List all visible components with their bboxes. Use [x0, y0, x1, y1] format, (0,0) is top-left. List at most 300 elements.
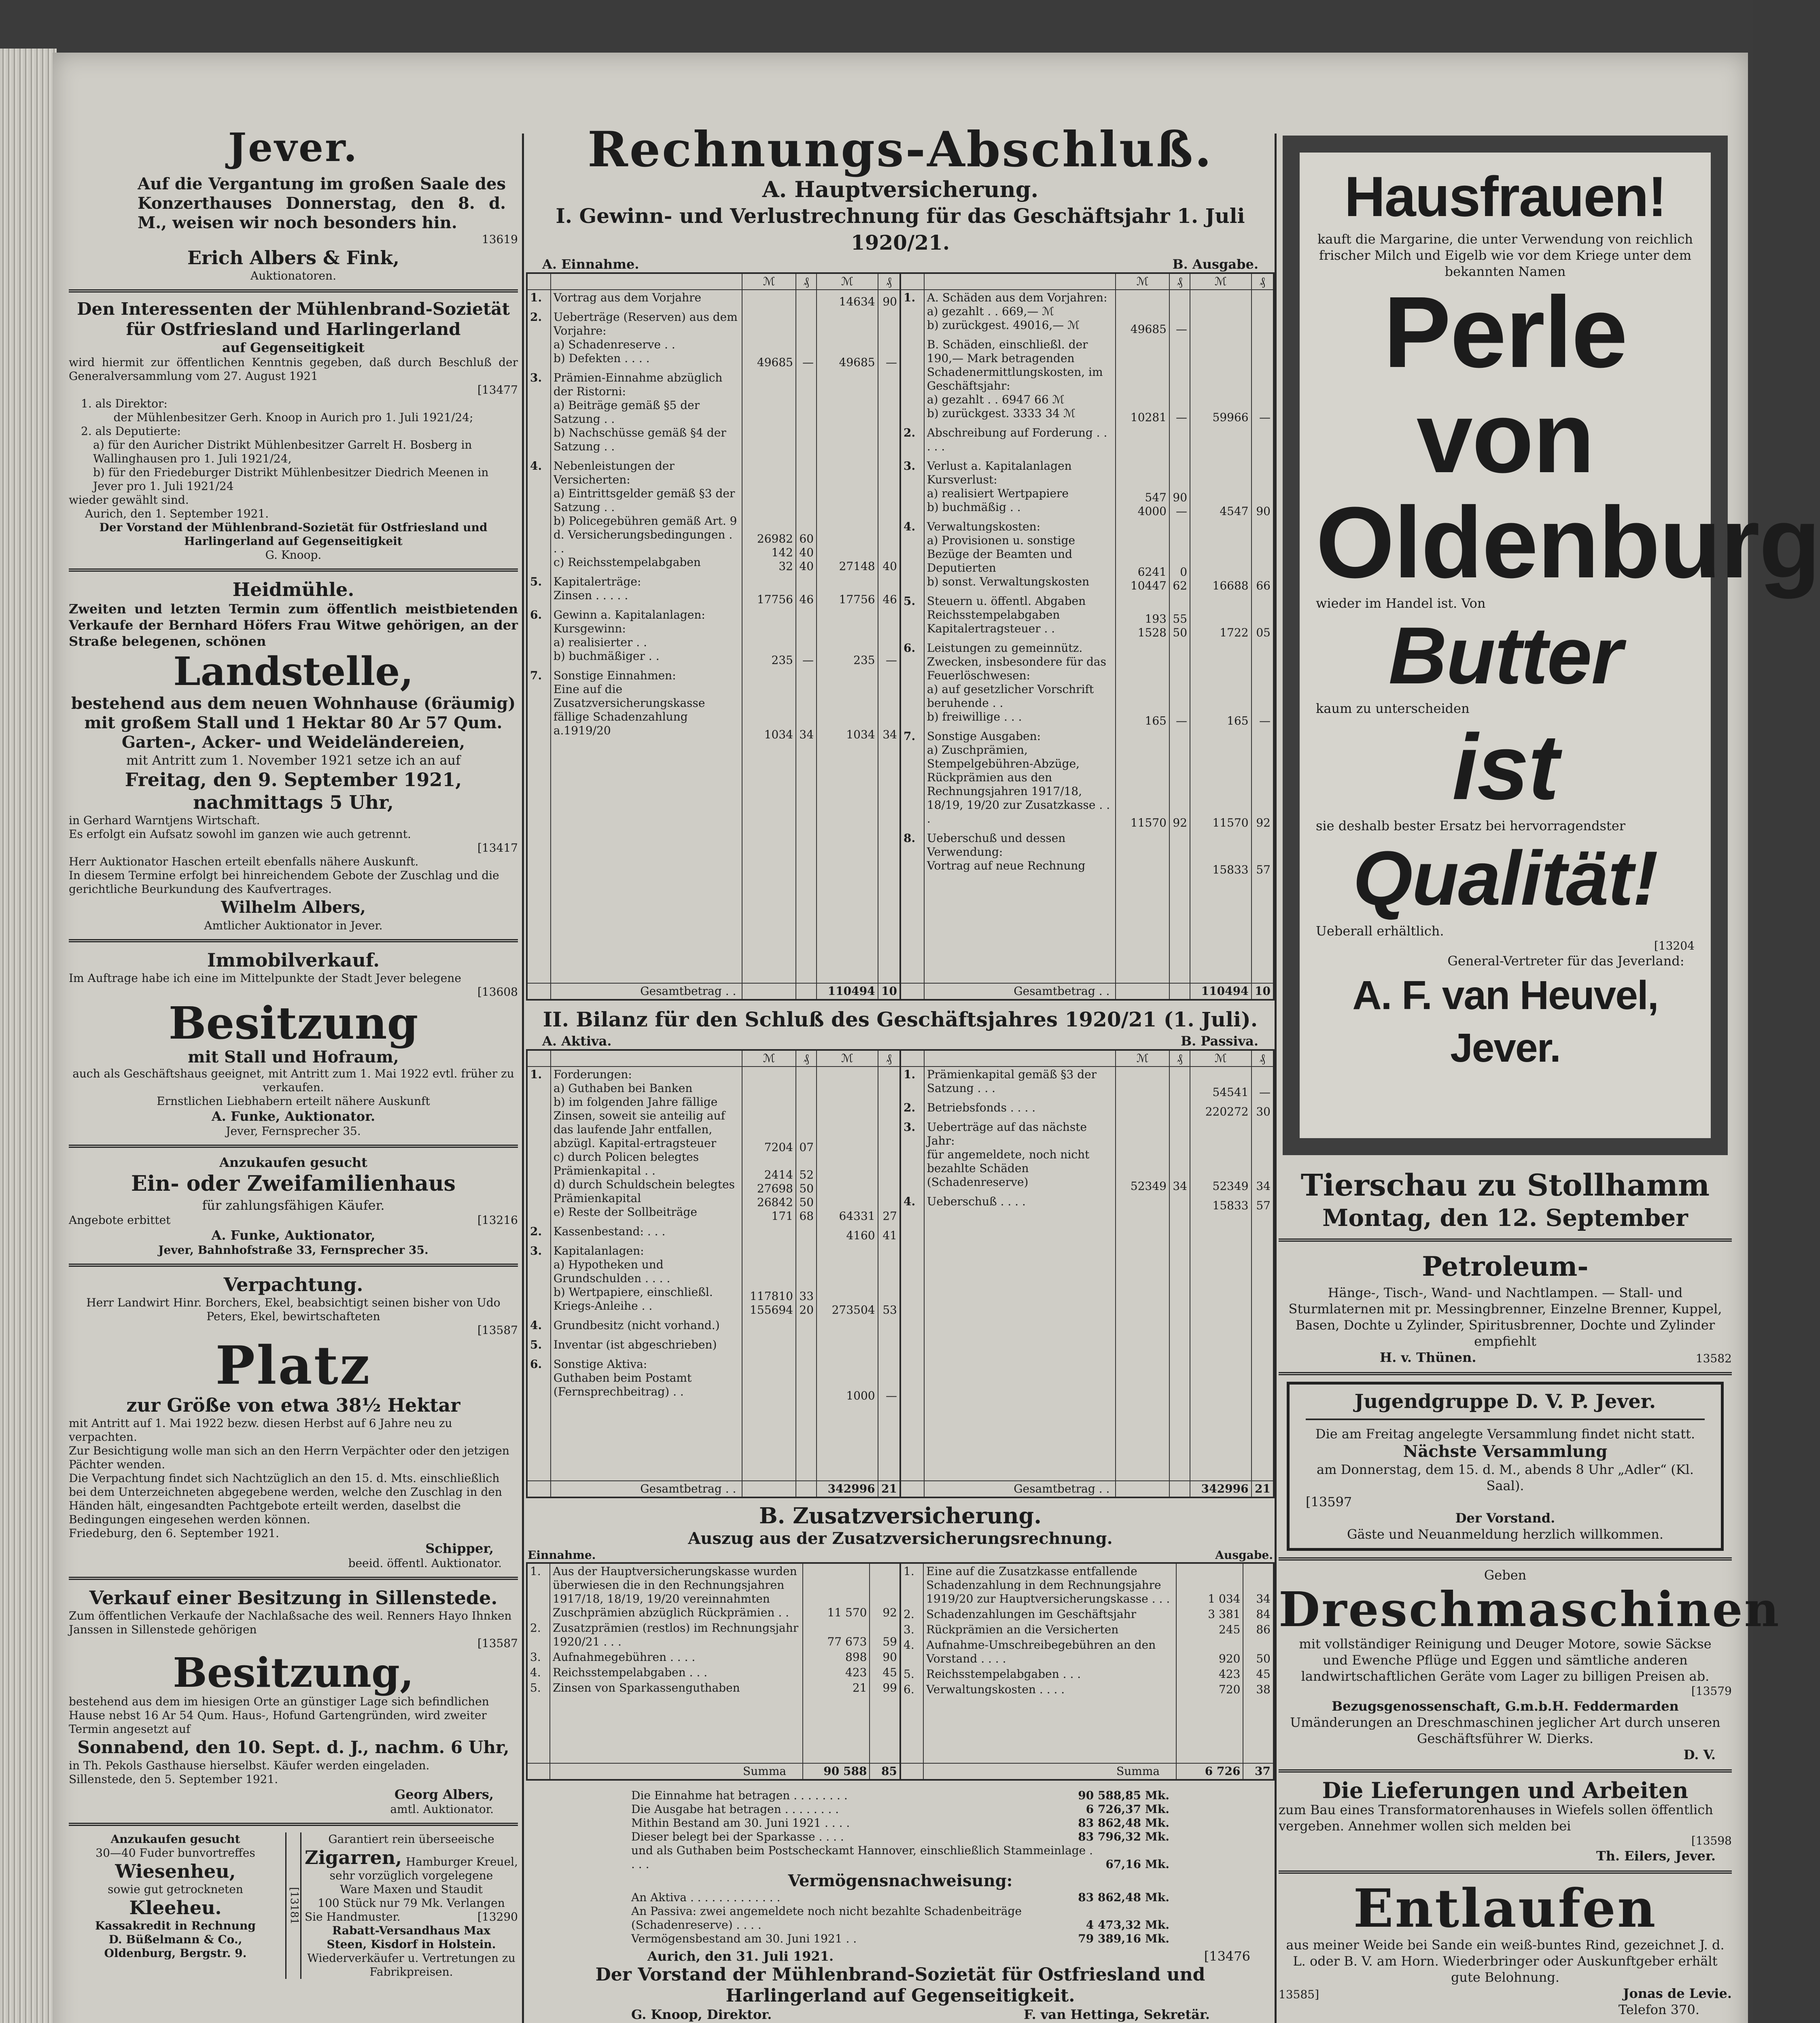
calc-line	[631, 1904, 1169, 1932]
ledger-header-cell: ℳ	[1116, 274, 1169, 290]
ledger-blank	[551, 1404, 742, 1481]
zusatz-blank	[528, 1763, 550, 1779]
ledger-total-pf: 10	[878, 983, 899, 999]
zusatz-ausgabe-table	[899, 1564, 1273, 1779]
ad-zig-ref: [13290	[477, 1910, 518, 1923]
ledger-text: Leistungen zu gemeinnütz. Zwecken, insbesondere für das Feuerlöschwesen: a) auf gesetzlicher Vorschrift beruhende . . b) freiwillige . . .	[924, 640, 1116, 729]
zusatz-row	[901, 1607, 1273, 1622]
ledger-text: B. Schäden, einschließl. der 190,— Mark betragenden Schadenermittlungskosten, im Geschäftsjahr: a) gezahlt . . 6947 66 ℳ b) zurückgest. 3333 34 ℳ	[924, 337, 1116, 425]
ledger-value: —	[1252, 1067, 1273, 1100]
ledger-blank	[1116, 1481, 1169, 1497]
ledger-blank	[901, 983, 924, 999]
calc-line	[631, 1844, 1169, 1871]
ledger-value: 54541	[1190, 1067, 1252, 1100]
zusatz-pf: 34	[1243, 1564, 1273, 1607]
ledger-value: 165	[1116, 640, 1169, 729]
ad-pacht-ref: [13587	[477, 1323, 518, 1337]
ad-sill-name: Georg Albers,	[394, 1787, 494, 1802]
ad-entl-big: Entlaufen	[1353, 1877, 1657, 1939]
calc-label: An Passiva: zwei angemeldete noch nicht bezahlte Schadenbeiträge (Schadenreserve) . . . .	[631, 1904, 1022, 1932]
ledger-value: 40	[878, 458, 899, 574]
ledger-header-cell: ℳ	[742, 274, 796, 290]
ad-wiese-a1: Anzukaufen gesucht	[110, 1832, 240, 1846]
ad-petrol-body: Hänge-, Tisch-, Wand- und Nachtlampen. — Stall- und Sturmlaternen mit pr. Messingbrenner, Einzelne Brenner, Kuppel, Basen, Dochte u Zylinder, Spiritusbrenner, Dochte und Zylinder empfiehlt	[1288, 1285, 1722, 1349]
ad-heid-p1: Es erfolgt ein Aufsatz sowohl im ganzen wie auch getrennt.	[69, 827, 411, 841]
ad-anz-ref: [13216	[477, 1213, 518, 1227]
ledger-header-cell: ₰	[796, 1051, 817, 1067]
ledger-no: 5.	[530, 575, 542, 588]
ledger-header-cell	[551, 274, 742, 290]
zusatz-no: 4.	[530, 1666, 541, 1679]
verm-block	[631, 1891, 1169, 1946]
ledger-value: 30	[1252, 1100, 1273, 1120]
ledger-value	[796, 1357, 817, 1404]
ledger-row	[901, 831, 1273, 878]
ad-haus-intro: kauft die Margarine, die unter Verwendung von reichlich frischer Milch und Eigelb wie vor dem Kriege unter dem bekannten Namen	[1317, 231, 1693, 279]
ad-jever-title: Jever.	[228, 125, 359, 170]
zusatz-text: Aus der Hauptversicherungskasse wurden überwiesen die in den Rechnungsjahren 1917/18, 18/19, 19/20 vereinnahmten Zuschprämien abzüglich Rückprämien . .	[550, 1564, 803, 1620]
ad-wiese-a3: sowie gut getrockneten	[108, 1883, 243, 1896]
ad-wiesenheu	[69, 1832, 286, 1979]
ad-jever-body: Auf die Vergantung im großen Saale des Konzerthauses Donnerstag, den 8. d. M., weisen wir noch besonders hin.	[138, 174, 506, 232]
ledger-blank	[528, 1404, 551, 1481]
ledger-header-cell	[528, 274, 551, 290]
gv-einnahme-label: A. Einnahme.	[542, 257, 639, 272]
ledger-value: —	[878, 310, 899, 370]
bilanz-passiva-label: B. Passiva.	[1181, 1033, 1258, 1049]
ledger-header-cell: ℳ	[1190, 274, 1252, 290]
zusatz-pf: 45	[1243, 1667, 1273, 1682]
ad-haus-ueb: Ueberall erhältlich.	[1316, 923, 1444, 939]
ledger-text: Verlust a. Kapitalanlagen Kursverlust: a) realisiert Wertpapiere b) buchmäßig . .	[924, 458, 1116, 519]
ad-tier-date: Montag, den 12. September	[1322, 1204, 1688, 1232]
zusatz-pf: 45	[870, 1665, 899, 1680]
ledger-header-cell	[901, 1051, 924, 1067]
ledger-value: 52349	[1116, 1120, 1169, 1194]
ledger-value	[878, 1318, 899, 1337]
ledger-value: 34	[878, 668, 899, 742]
ad-zig-t4: sehr vorzüglich vorgelegene	[329, 1869, 493, 1882]
ledger-no: 2.	[904, 1101, 916, 1114]
ad-sill-place2: Sillenstede, den 5. September 1921.	[69, 1773, 278, 1786]
ad-jugend-title: Jugendgruppe D. V. P. Jever.	[1354, 1390, 1656, 1413]
ad-wiese-a2: 30—40 Fuder bunvortreffes	[95, 1846, 255, 1860]
column-rule-left	[522, 134, 524, 2023]
calc-line	[631, 1891, 1169, 1904]
bilanz-aktiva-label: A. Aktiva.	[542, 1033, 612, 1049]
ledger-value: —	[878, 1357, 899, 1404]
ledger-text: Ueberträge (Reserven) aus dem Vorjahre: a) Schadenreserve . . b) Defekten . . . .	[551, 310, 742, 370]
ledger-value: 1000	[817, 1357, 878, 1404]
calc-label: Vermögensbestand am 30. Juni 1921 . .	[631, 1932, 857, 1945]
ledger-no	[901, 337, 924, 425]
ad-dresch-p2: Umänderungen an Dreschmaschinen jeglicher Art durch unseren Geschäftsführer W. Dierks.	[1290, 1715, 1720, 1746]
ledger-no: 1.	[530, 291, 542, 304]
zusatz-pf: 92	[870, 1564, 899, 1620]
ad-pacht-title: Verpachtung.	[223, 1274, 363, 1296]
zusatz-row	[901, 1682, 1273, 1697]
ledger-row	[901, 1100, 1273, 1120]
ledger-row	[901, 1120, 1273, 1194]
ledger-header-cell	[924, 274, 1116, 290]
ad-dresch-sign: D. V.	[1683, 1747, 1716, 1762]
ledger-blank	[528, 1481, 551, 1497]
zusatz-no: 3.	[530, 1650, 541, 1664]
ad-anz-sub: für zahlungsfähigen Käufer.	[202, 1198, 385, 1213]
zusatz-sum-value: 6 726	[1176, 1763, 1243, 1779]
ledger-text: Verwaltungskosten: a) Provisionen u. sonstige Bezüge der Beamten und Deputierten b) sonst. Verwaltungskosten	[924, 519, 1116, 594]
ledger-value	[796, 370, 817, 458]
ad-sill-p1: bestehend aus dem im hiesigen Orte an günstiger Lage sich befindlichen Hause nebst 16 Ar 54 Qum. Haus-, Hofund Gartengründen, wird zweiter Termin angesetzt auf	[69, 1695, 489, 1736]
ledger-header-cell	[924, 1051, 1116, 1067]
ledger-table	[528, 1051, 899, 1497]
zusatz-sum-label: Summa	[550, 1763, 803, 1779]
ledger-blank	[796, 1481, 817, 1497]
ad-heid-date: Freitag, den 9. September 1921, nachmittags 5 Uhr,	[125, 769, 462, 813]
ad-muehlen-item: 2. als Deputierte:	[81, 424, 181, 438]
ad-zig-t2: Zigarren,	[305, 1847, 402, 1868]
ledger-no: 1.	[530, 1068, 542, 1081]
zusatz-ledger	[901, 1564, 1273, 1779]
ad-haus-gen: General-Vertreter für das Jeverland:	[1447, 953, 1684, 969]
z-ausgabe-label: Ausgabe.	[1215, 1548, 1273, 1562]
ad-anz-offer: Angebote erbittet	[69, 1213, 171, 1227]
ledger-no: 6.	[530, 1357, 542, 1371]
zusatz-pf: 99	[870, 1680, 899, 1696]
ad-immo-p1: auch als Geschäftshaus geeignet, mit Antritt zum 1. Mai 1922 evtl. früher zu verkaufen.	[72, 1067, 514, 1094]
ledger-value: 11570	[1116, 729, 1169, 831]
gv-table	[526, 272, 1275, 1001]
ledger-text: Forderungen: a) Guthaben bei Banken b) im folgenden Jahre fällige Zinsen, soweit sie anteilig auf das laufende Jahr entfallen, abzügl. Kapital-ertragsteuer c) durch Policen belegtes Prämienkapital . . d) durch Schuldschein belegtes Prämienkapital e) Reste der Sollbeiträge	[551, 1067, 742, 1224]
ledger-value: —	[1169, 337, 1190, 425]
ledger-header-cell: ℳ	[817, 274, 878, 290]
book-page-edges	[0, 49, 57, 2023]
zusatz-text: Reichsstempelabgaben . . .	[550, 1665, 803, 1680]
ledger-value: 193 1528	[1116, 594, 1169, 640]
ledger-text: Kassenbestand: . . .	[551, 1224, 742, 1243]
ledger-value: —	[1252, 640, 1273, 729]
ledger-text: Ueberträge auf das nächste Jahr: für angemeldete, noch nicht bezahlte Schäden (Schadenreserve)	[924, 1120, 1116, 1194]
ledger-value	[742, 370, 796, 458]
ledger-value: 33 20	[796, 1243, 817, 1318]
ad-zig-t9: Steen, Kisdorf in Holstein.	[327, 1938, 496, 1951]
ad-haus-deshalb: sie deshalb bester Ersatz bei hervorragendster	[1316, 818, 1626, 833]
zusatz-value: 720	[1176, 1682, 1243, 1697]
ledger-no: 3.	[530, 1244, 542, 1257]
ledger-row	[528, 607, 899, 668]
ad-immo-body: Im Auftrage habe ich eine im Mittelpunkte der Stadt Jever belegene	[69, 971, 461, 985]
ledger-value: 235	[742, 607, 796, 668]
ad-heid-intro: Zweiten und letzten Termin zum öffentlich meistbietenden Verkaufe der Bernhard Höfers Frau Witwe gehörigen, an der Straße belegenen, schönen	[69, 601, 518, 649]
ad-heid-p2: Herr Auktionator Haschen erteilt ebenfalls nähere Auskunft.	[69, 855, 419, 868]
ledger-blank	[901, 1213, 924, 1481]
zusatz-value: 21	[803, 1680, 870, 1696]
ledger-header-cell: ℳ	[742, 1051, 796, 1067]
ledger-row	[901, 337, 1273, 425]
ledger-value	[1116, 425, 1169, 458]
ledger-value	[742, 1318, 796, 1337]
ad-zig-t10: Wiederverkäufer u. Vertretungen zu Fabrikpreisen.	[307, 1951, 515, 1978]
ad-liefer-name: Th. Eilers, Jever.	[1596, 1848, 1716, 1864]
ledger-filler	[901, 1213, 1273, 1481]
ledger-no: 4.	[530, 1319, 542, 1332]
ledger-value: 547 4000	[1116, 458, 1169, 519]
ledger-total-label: Gesamtbetrag . .	[551, 983, 742, 999]
ledger-value: 41	[878, 1224, 899, 1243]
ledger-row	[528, 1357, 899, 1404]
ad-muehlen-item: a) für den Auricher Distrikt Mühlenbesitzer Garrelt H. Bosberg in Wallinghausen pro 1. Juli 1921/24,	[93, 438, 472, 465]
ledger-row	[901, 290, 1273, 337]
ledger-total	[528, 983, 899, 999]
ledger-row	[528, 574, 899, 607]
ledger-blank	[1252, 878, 1273, 983]
ledger-value: 49685	[817, 310, 878, 370]
ledger-text: Sonstige Einnahmen: Eine auf die Zusatzversicherungskasse fällige Schadenzahlung a.1919/20	[551, 668, 742, 742]
calc-line	[631, 1830, 1169, 1844]
ledger-value: 165	[1190, 640, 1252, 729]
ledger-value: 117810 155694	[742, 1243, 796, 1318]
ad-haus-qual: Qualität!	[1353, 835, 1658, 921]
ad-immo-name: A. Funke, Auktionator.	[211, 1109, 375, 1124]
ledger-blank	[924, 1213, 1116, 1481]
ledger-value: 10281	[1116, 337, 1169, 425]
ad-muehlen-name: G. Knoop.	[265, 548, 322, 562]
ad-muehlen-item: b) für den Friedeburger Distrikt Mühlenbesitzer Diedrich Meenen in Jever pro 1. Juli 1921/24	[93, 466, 489, 493]
ledger-value: 27148	[817, 458, 878, 574]
ledger-value	[1116, 1194, 1169, 1213]
zusatz-no: 1.	[530, 1565, 541, 1578]
ad-wiese-ref: [13181	[288, 1887, 300, 1925]
ledger-text: Abschreibung auf Forderung . . . . .	[924, 425, 1116, 458]
zusatz-no: 6.	[904, 1683, 914, 1696]
ledger-text: Inventar (ist abgeschrieben)	[551, 1337, 742, 1357]
ad-pacht-p1: mit Antritt auf 1. Mai 1922 bezw. diesen Herbst auf 6 Jahre neu zu verpachten.	[69, 1417, 452, 1444]
zusatz-pf: 59	[870, 1620, 899, 1650]
ad-jugend-p1: Die am Freitag angelegte Versammlung findet nicht statt.	[1315, 1426, 1695, 1442]
ledger-no: 3.	[904, 459, 916, 473]
ledger-no: 6.	[904, 641, 916, 655]
ad-zig-t1: Garantiert rein überseeische	[328, 1832, 494, 1846]
ledger-total	[901, 983, 1273, 999]
ledger-blank	[551, 742, 742, 983]
bilanz-passiva-table	[899, 1051, 1273, 1497]
ledger-value: 49685	[742, 310, 796, 370]
ledger-total-value: 342996	[817, 1481, 878, 1497]
ledger-blank	[1169, 878, 1190, 983]
ledger-value: 1034	[817, 668, 878, 742]
ledger-header	[528, 274, 899, 290]
ledger-value: 55 50	[1169, 594, 1190, 640]
ledger-blank	[742, 1481, 796, 1497]
ledger-row	[528, 1318, 899, 1337]
ledger-no: 3.	[904, 1120, 916, 1134]
ledger-value: 15833	[1190, 831, 1252, 878]
zusatz-text: Zinsen von Sparkassenguthaben	[550, 1680, 803, 1696]
ledger-blank	[1190, 878, 1252, 983]
ledger-value: 220272	[1190, 1100, 1252, 1120]
ad-anz-big: Ein- oder Zweifamilienhaus	[131, 1171, 456, 1196]
verm-title: Vermögensnachweisung:	[788, 1871, 1013, 1890]
ledger-table	[528, 274, 899, 999]
zusatz-row	[901, 1622, 1273, 1637]
zusatz-sum-value: 90 588	[803, 1763, 870, 1779]
ad-sill-body: Zum öffentlichen Verkaufe der Nachlaßsache des weil. Renners Hayo Ihnken Janssen in Sillenstede gehörigen	[69, 1609, 512, 1636]
ledger-no: 4.	[530, 459, 542, 473]
divider	[69, 939, 518, 942]
zusatz-sum-pf: 37	[1243, 1763, 1273, 1779]
ad-jugend-p4: Der Vorstand.	[1455, 1510, 1555, 1526]
gv-ausgabe-table	[899, 274, 1273, 999]
ledger-total-label: Gesamtbetrag . .	[924, 1481, 1116, 1497]
ledger-value: 90 —	[1169, 458, 1190, 519]
zusatz-row	[528, 1620, 899, 1650]
ledger-value: 273504	[817, 1243, 878, 1318]
zusatz-row	[901, 1564, 1273, 1607]
ledger-value: 7204 2414 27698 26842 171	[742, 1067, 796, 1224]
ledger-blank	[878, 742, 899, 983]
ledger-value	[1169, 1194, 1190, 1213]
right-column	[1279, 71, 1820, 2023]
section-a-title: A. Hauptversicherung.	[762, 176, 1039, 202]
zusatz-value: 1 034	[1176, 1564, 1243, 1607]
ad-immo-p2: Ernstlichen Liebhabern erteilt nähere Auskunft	[157, 1094, 430, 1108]
ledger-blank	[1116, 878, 1169, 983]
zusatz-value: 920	[1176, 1637, 1243, 1667]
zusatz-row	[528, 1564, 899, 1620]
ad-hausfrauen	[1283, 136, 1820, 1155]
ledger-no: 5.	[904, 594, 916, 608]
ad-sill-date: Sonnabend, den 10. Sept. d. J., nachm. 6 Uhr,	[77, 1737, 509, 1757]
zusatz-value: 245	[1176, 1622, 1243, 1637]
ledger-header	[901, 1051, 1273, 1067]
section-b-sub: Auszug aus der Zusatzversicherungsrechnung.	[688, 1529, 1113, 1548]
ledger-value: 57	[1252, 831, 1273, 878]
statement-title: Rechnungs-Abschluß.	[587, 121, 1213, 178]
ledger-filler	[901, 878, 1273, 983]
calc-value: 4 473,32 Mk.	[1086, 1918, 1169, 1932]
calc-line	[631, 1802, 1169, 1816]
ledger-no: 6.	[530, 608, 542, 621]
ledger-value: 92	[1252, 729, 1273, 831]
ledger-value	[1252, 425, 1273, 458]
ledger-text: Prämienkapital gemäß §3 der Satzung . . .	[924, 1067, 1116, 1100]
ad-pacht-body: Herr Landwirt Hinr. Borchers, Ekel, beabsichtigt seinen bisher von Udo Peters, Ekel, bewirtschafteten	[86, 1296, 501, 1323]
zusatz-text: Verwaltungskosten . . . .	[923, 1682, 1176, 1697]
calc-value: 90 588,85 Mk.	[1078, 1789, 1169, 1802]
ledger-value: 1034	[742, 668, 796, 742]
ledger-total-pf: 10	[1252, 983, 1273, 999]
ledger-row	[901, 729, 1273, 831]
ad-immo-big: Besitzung	[168, 997, 418, 1049]
ledger-total-pf: 21	[1252, 1481, 1273, 1497]
closing-sig2: F. van Hettinga, Sekretär.	[1024, 2007, 1210, 2022]
closing-vorstand: Der Vorstand der Mühlenbrand-Sozietät für Ostfriesland und Harlingerland auf Gegenseitigkeit.	[595, 1964, 1205, 2006]
ad-zig-t3: Hamburger Kreuel,	[405, 1855, 518, 1868]
ledger-value	[742, 290, 796, 310]
ledger-blank	[924, 878, 1116, 983]
calc-line	[631, 1789, 1169, 1802]
ledger-value: 07 52 50 50 68	[796, 1067, 817, 1224]
gv-ausgabe-label: B. Ausgabe.	[1172, 257, 1258, 272]
ledger-row	[528, 370, 899, 458]
ledger-value	[1252, 290, 1273, 337]
zusatz-value: 11 570	[803, 1564, 870, 1620]
ledger-value: —	[796, 607, 817, 668]
ledger-text: Kapitalerträge: Zinsen . . . . .	[551, 574, 742, 607]
ad-heid-place: in Gerhard Warntjens Wirtschaft.	[69, 814, 260, 827]
ledger-table	[901, 1051, 1273, 1497]
ad-liefer-ref: [13598	[1691, 1834, 1732, 1847]
zusatz-sum-label: Summa	[923, 1763, 1176, 1779]
ledger-header-cell: ₰	[1169, 274, 1190, 290]
ad-heid-antritt: mit Antritt zum 1. November 1921 setze ich an auf	[126, 753, 460, 768]
ledger-filler	[528, 742, 899, 983]
ledger-blank	[528, 742, 551, 983]
ledger-total-label: Gesamtbetrag . .	[924, 983, 1116, 999]
ad-pacht-sub: zur Größe von etwa 38½ Hektar	[126, 1394, 460, 1416]
ledger-value	[796, 1337, 817, 1357]
ad-pacht-p2: Zur Besichtigung wolle man sich an den Herrn Verpächter oder den jetzigen Pächter wenden.	[69, 1444, 509, 1471]
ad-wiese-big2: Kleeheu.	[129, 1897, 222, 1919]
ledger-text: Kapitalanlagen: a) Hypotheken und Grundschulden . . . . b) Wertpapiere, einschließl. Kriegs-Anleihe . .	[551, 1243, 742, 1318]
ad-sill-ref: [13587	[477, 1637, 518, 1650]
ledger-value	[1169, 1100, 1190, 1120]
ad-dresch-geben: Geben	[1484, 1567, 1527, 1583]
ledger-blank	[1169, 983, 1190, 999]
ledger-header-cell: ₰	[878, 1051, 899, 1067]
ledger-blank	[817, 742, 878, 983]
ad-zig-t7: Sie Handmuster.	[305, 1910, 401, 1923]
zusatz-sum	[528, 1763, 899, 1779]
ledger-no: 1.	[904, 291, 916, 304]
zusatz-filler	[901, 1697, 1273, 1763]
zusatz-value: 898	[803, 1650, 870, 1665]
zusatz-pf: 90	[870, 1650, 899, 1665]
calc-value: 67,16 Mk.	[1105, 1858, 1169, 1871]
ledger-value	[742, 1357, 796, 1404]
ledger-value: 53	[878, 1243, 899, 1318]
zusatz-value: 77 673	[803, 1620, 870, 1650]
divider	[69, 289, 518, 293]
ledger-row	[528, 310, 899, 370]
ad-immo-ref: [13608	[477, 985, 518, 999]
ad-jugend-ref: [13597	[1306, 1494, 1352, 1510]
zusatz-blank	[528, 1696, 550, 1763]
ad-sill-role: amtl. Auktionator.	[390, 1802, 494, 1816]
zusatz-blank	[870, 1696, 899, 1763]
zusatz-value: 423	[803, 1665, 870, 1680]
ad-jever-role: Auktionatoren.	[250, 269, 336, 282]
ad-muehlen-title: Den Interessenten der Mühlenbrand-Sozietät für Ostfriesland und Harlingerland	[77, 299, 510, 339]
zusatz-blank	[1176, 1697, 1243, 1763]
ledger-value: 6241 10447	[1116, 519, 1169, 594]
ad-muehlen-place: Aurich, den 1. September 1921.	[85, 507, 269, 520]
ledger-header	[901, 274, 1273, 290]
ledger-row	[528, 1067, 899, 1224]
ledger-value: —	[878, 607, 899, 668]
ledger-value: 15833	[1190, 1194, 1252, 1213]
zusatz-blank	[901, 1763, 923, 1779]
calc-label: Mithin Bestand am 30. Juni 1921 . . . .	[631, 1816, 850, 1830]
ad-jugend	[1287, 1382, 1724, 1551]
divider	[1279, 1769, 1732, 1773]
ledger-header-cell: ℳ	[1116, 1051, 1169, 1067]
ad-anz-addr: Jever, Bahnhofstraße 33, Fernsprecher 35.	[158, 1243, 428, 1257]
ledger-value: 16688	[1190, 519, 1252, 594]
zusatz-text: Aufnahme-Umschreibegebühren an den Vorstand . . . .	[923, 1637, 1176, 1667]
divider	[69, 1577, 518, 1580]
ledger-row	[528, 290, 899, 310]
